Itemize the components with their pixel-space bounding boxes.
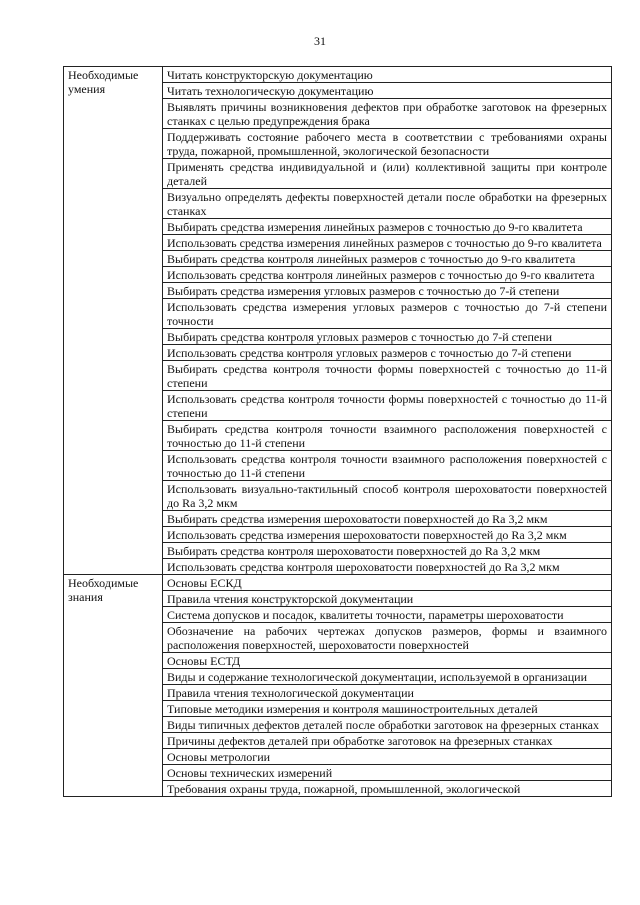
requirement-item: Использовать средства контроля угловых размеров с точностью до 7-й степени: [163, 345, 612, 361]
requirement-item: Использовать средства контроля шероховатости поверхностей до Ra 3,2 мкм: [163, 559, 612, 575]
requirement-item: Визуально определять дефекты поверхностей детали после обработки на фрезерных станках: [163, 189, 612, 219]
requirements-table: [63, 66, 612, 797]
requirement-item: Требования охраны труда, пожарной, промышленной, экологической: [163, 781, 612, 797]
requirement-item: Основы ЕСКД: [163, 575, 612, 591]
requirement-item: Виды типичных дефектов деталей после обработки заготовок на фрезерных станках: [163, 717, 612, 733]
requirement-item: Использовать средства контроля точности формы поверхностей с точностью до 11-й степени: [163, 391, 612, 421]
requirement-item: Читать конструкторскую документацию: [163, 67, 612, 83]
requirement-item: Применять средства индивидуальной и (или) коллективной защиты при контроле деталей: [163, 159, 612, 189]
requirement-item: Использовать средства контроля точности взаимного расположения поверхностей с точностью до 11-й степени: [163, 451, 612, 481]
page-number: 31: [314, 34, 326, 48]
requirement-item: Выбирать средства контроля угловых размеров с точностью до 7-й степени: [163, 329, 612, 345]
requirement-item: Использовать средства измерения угловых размеров с точностью до 7-й степени точности: [163, 299, 612, 329]
requirement-item: Типовые методики измерения и контроля машиностроительных деталей: [163, 701, 612, 717]
requirement-item: Использовать средства измерения шероховатости поверхностей до Ra 3,2 мкм: [163, 527, 612, 543]
requirement-item: Выбирать средства измерения угловых размеров с точностью до 7-й степени: [163, 283, 612, 299]
section-heading: Необходимые умения: [64, 67, 163, 575]
requirement-item: Выбирать средства контроля точности взаимного расположения поверхностей с точностью до 11-й степени: [163, 421, 612, 451]
requirement-item: Система допусков и посадок, квалитеты точности, параметры шероховатости: [163, 607, 612, 623]
requirement-item: Выбирать средства измерения линейных размеров с точностью до 9-го квалитета: [163, 219, 612, 235]
requirement-item: Правила чтения технологической документации: [163, 685, 612, 701]
requirement-item: Основы технических измерений: [163, 765, 612, 781]
requirement-item: Обозначение на рабочих чертежах допусков размеров, формы и взаимного расположения поверхностей, шероховатости поверхностей: [163, 623, 612, 653]
requirement-item: Выбирать средства контроля шероховатости поверхностей до Ra 3,2 мкм: [163, 543, 612, 559]
requirement-item: Выявлять причины возникновения дефектов при обработке заготовок на фрезерных станках с целью предупреждения брака: [163, 99, 612, 129]
requirement-item: Использовать средства контроля линейных размеров с точностью до 9-го квалитета: [163, 267, 612, 283]
requirement-item: Выбирать средства контроля линейных размеров с точностью до 9-го квалитета: [163, 251, 612, 267]
section-heading: Необходимые знания: [64, 575, 163, 797]
requirement-item: Поддерживать состояние рабочего места в соответствии с требованиями охраны труда, пожарной, промышленной, экологической безопасности: [163, 129, 612, 159]
requirement-item: Причины дефектов деталей при обработке заготовок на фрезерных станках: [163, 733, 612, 749]
requirement-item: Основы метрологии: [163, 749, 612, 765]
requirement-item: Правила чтения конструкторской документации: [163, 591, 612, 607]
requirement-item: Выбирать средства контроля точности формы поверхностей с точностью до 11-й степени: [163, 361, 612, 391]
requirement-item: Использовать средства измерения линейных размеров с точностью до 9-го квалитета: [163, 235, 612, 251]
requirement-item: Виды и содержание технологической документации, используемой в организации: [163, 669, 612, 685]
table-row: [64, 67, 612, 83]
requirement-item: Основы ЕСТД: [163, 653, 612, 669]
table-row: [64, 575, 612, 591]
requirement-item: Использовать визуально-тактильный способ контроля шероховатости поверхностей до Ra 3,2 мкм: [163, 481, 612, 511]
requirement-item: Выбирать средства измерения шероховатости поверхностей до Ra 3,2 мкм: [163, 511, 612, 527]
requirement-item: Читать технологическую документацию: [163, 83, 612, 99]
